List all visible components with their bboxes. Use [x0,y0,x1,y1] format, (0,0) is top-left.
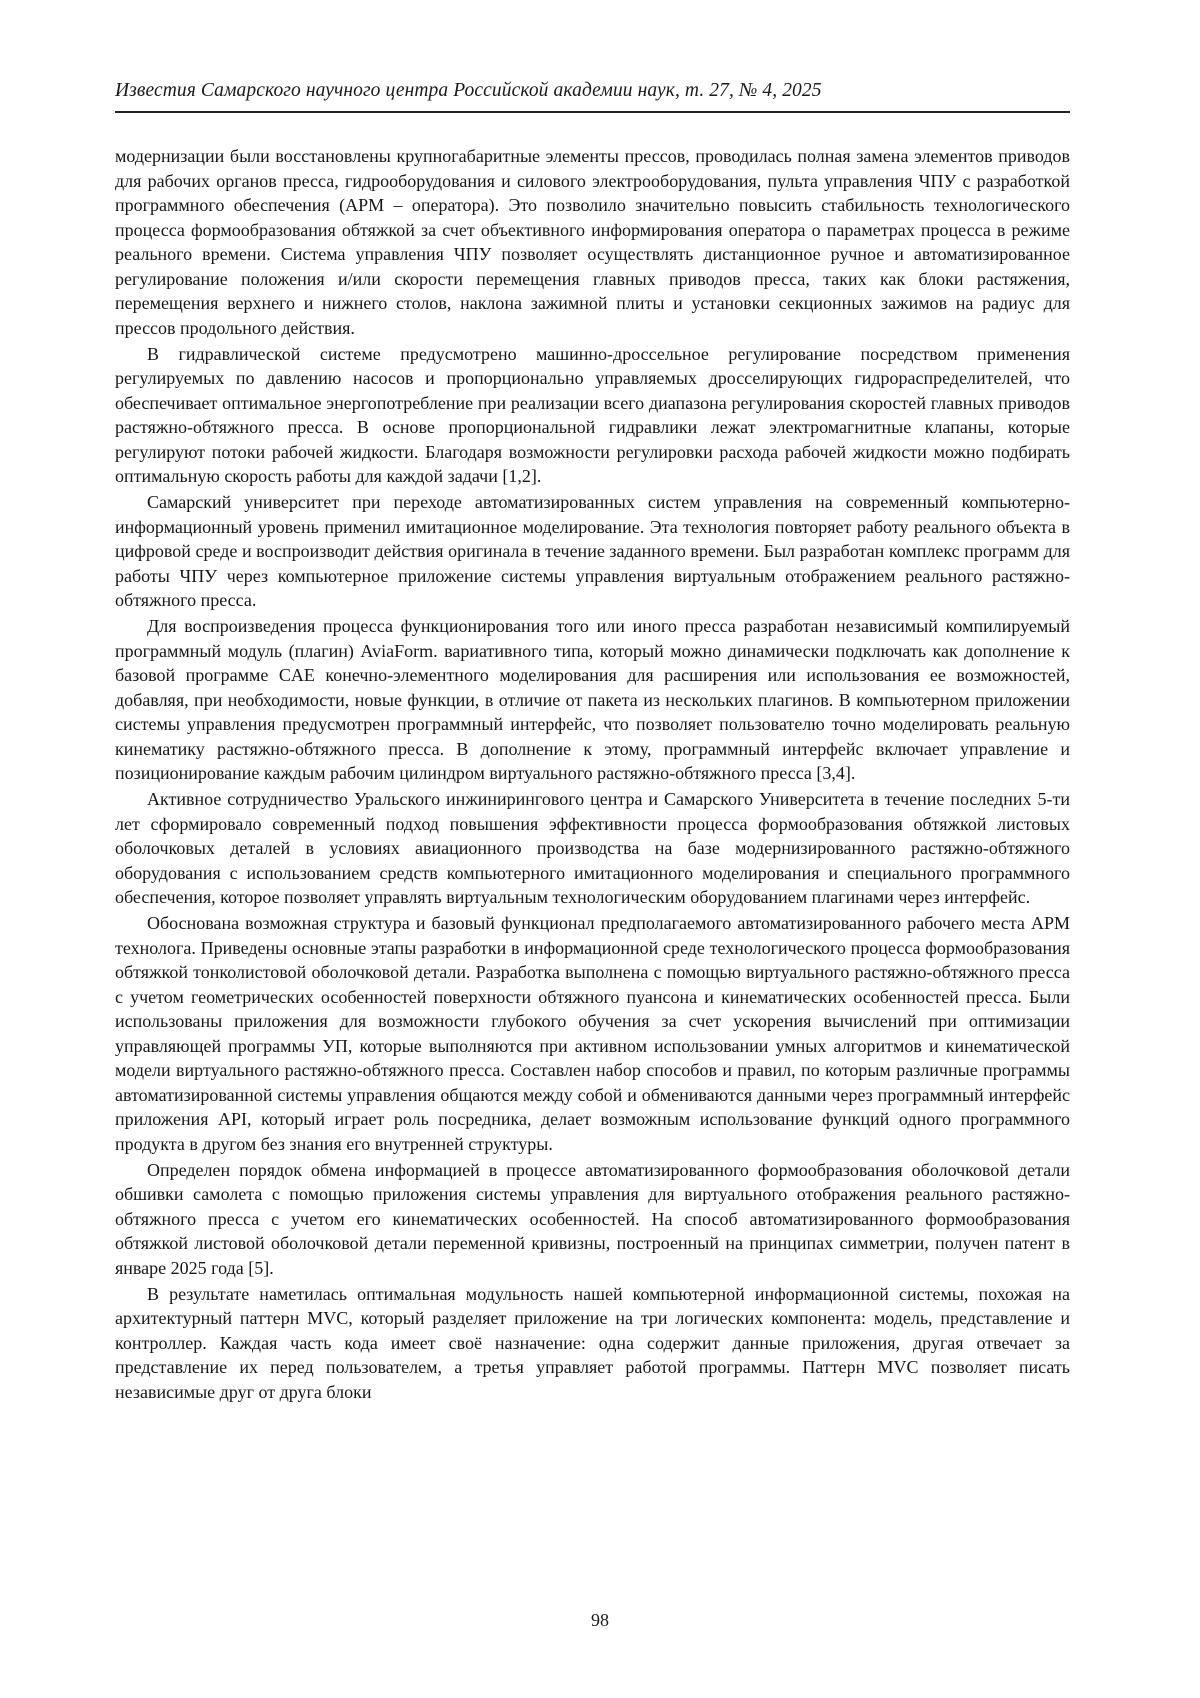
paragraph: Обоснована возможная структура и базовый функционал предполагаемого автоматизированного рабочего места АРМ технолога. Приведены основные этапы разработки в информационной среде технологического процесса формообразования обтяжкой тонколистовой оболочковой детали. Разработка выполнена с помощью виртуального растяжно-обтяжного пресса с учетом геометрических особенностей поверхности обтяжного пуансона и кинематических особенностей пресса. Были использованы приложения для возможности глубокого обучения за счет ускорения вычислений при оптимизации управляющей программы УП, которые выполняются при активном использовании умных алгоритмов и кинематической модели виртуального растяжно-обтяжного пресса. Составлен набор способов и правил, по которым различные программы автоматизированной системы управления общаются между собой и обмениваются данными через программный интерфейс приложения API, который играет роль посредника, делает возможным использование функций одного программного продукта в другом без знания его внутренней структуры. [115,911,1070,1156]
article-body [115,144,1070,1406]
header-divider [115,111,1070,113]
paragraph: В результате наметилась оптимальная модульность нашей компьютерной информационной системы, похожая на архитектурный паттерн MVC, который разделяет приложение на три логических компонента: модель, представление и контроллер. Каждая часть кода имеет своё назначение: одна содержит данные приложения, другая отвечает за представление их перед пользователем, а третья управляет работой программы. Паттерн MVC позволяет писать независимые друг от друга блоки [115,1282,1070,1405]
page-number: 98 [0,1610,1200,1631]
running-header: Известия Самарского научного центра Российской академии наук, т. 27, № 4, 2025 [115,80,1070,102]
journal-page [0,0,1200,1698]
paragraph: Для воспроизведения процесса функционирования того или иного пресса разработан независимый компилируемый программный модуль (плагин) AviaForm. вариативного типа, который можно динамически подключать как дополнение к базовой программе CAE конечно-элементного моделирования для расширения или использования ее возможностей, добавляя, при необходимости, новые функции, в отличие от пакета из нескольких плагинов. В компьютерном приложении системы управления предусмотрен программный интерфейс, что позволяет пользователю точно моделировать реальную кинематику растяжно-обтяжного пресса. В дополнение к этому, программный интерфейс включает управление и позиционирование каждым рабочим цилиндром виртуального растяжно-обтяжного пресса [3,4]. [115,614,1070,786]
paragraph: модернизации были восстановлены крупногабаритные элементы прессов, проводилась полная замена элементов приводов для рабочих органов пресса, гидрооборудования и силового электрооборудования, пульта управления ЧПУ с разработкой программного обеспечения (АРМ – оператора). Это позволило значительно повысить стабильность технологического процесса формообразования обтяжкой за счет объективного информирования оператора о параметрах процесса в режиме реального времени. Система управления ЧПУ позволяет осуществлять дистанционное ручное и автоматизированное регулирование положения и/или скорости перемещения главных приводов пресса, таких как блоки растяжения, перемещения верхнего и нижнего столов, наклона зажимной плиты и установки секционных зажимов на радиус для прессов продольного действия. [115,144,1070,340]
paragraph: Определен порядок обмена информацией в процессе автоматизированного формообразования оболочковой детали обшивки самолета с помощью приложения системы управления для виртуального отображения реального растяжно-обтяжного пресса с учетом его кинематических особенностей. На способ автоматизированного формообразования обтяжкой листовой оболочковой детали переменной кривизны, построенный на принципах симметрии, получен патент в январе 2025 года [5]. [115,1158,1070,1281]
paragraph: Активное сотрудничество Уральского инжинирингового центра и Самарского Университета в течение последних 5-ти лет сформировало современный подход повышения эффективности процесса формообразования обтяжкой листовых оболочковых деталей в условиях авиационного производства на базе модернизированного растяжно-обтяжного оборудования с использованием средств компьютерного имитационного моделирования и специального программного обеспечения, которое позволяет управлять виртуальным технологическим оборудованием плагинами через интерфейс. [115,787,1070,910]
paragraph: Самарский университет при переходе автоматизированных систем управления на современный компьютерно-информационный уровень применил имитационное моделирование. Эта технология повторяет работу реального объекта в цифровой среде и воспроизводит действия оригинала в течение заданного времени. Был разработан комплекс программ для работы ЧПУ через компьютерное приложение системы управления виртуальным отображением реального растяжно-обтяжного пресса. [115,490,1070,613]
paragraph: В гидравлической системе предусмотрено машинно-дроссельное регулирование посредством применения регулируемых по давлению насосов и пропорционально управляемых дросселирующих гидрораспределителей, что обеспечивает оптимальное энергопотребление при реализации всего диапазона регулирования скоростей главных приводов растяжно-обтяжного пресса. В основе пропорциональной гидравлики лежат электромагнитные клапаны, которые регулируют потоки рабочей жидкости. Благодаря возможности регулировки расхода рабочей жидкости можно подбирать оптимальную скорость работы для каждой задачи [1,2]. [115,342,1070,489]
